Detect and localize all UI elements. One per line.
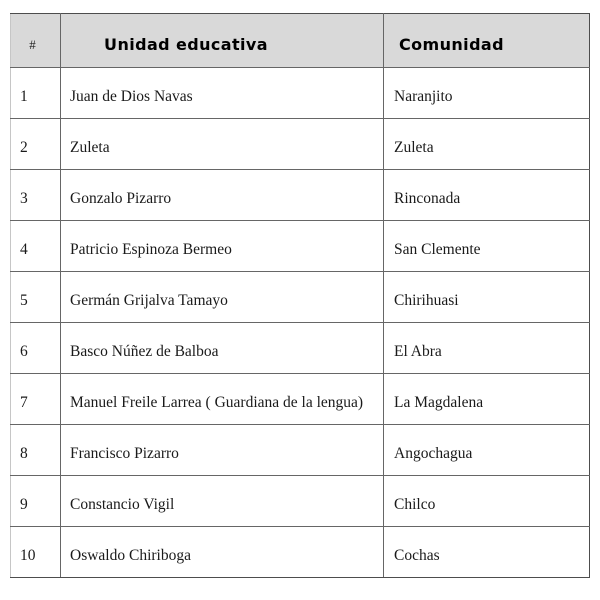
school-name: Gonzalo Pizarro [61,170,384,221]
table-row [11,476,590,527]
row-number: 7 [11,374,61,425]
table-row [11,119,590,170]
row-number: 2 [11,119,61,170]
school-name: Juan de Dios Navas [61,68,384,119]
header-cell-unidad-educativa: Unidad educativa [61,14,384,68]
community-name: Zuleta [384,119,590,170]
row-number: 4 [11,221,61,272]
community-name: El Abra [384,323,590,374]
school-name: Zuleta [61,119,384,170]
table-row [11,425,590,476]
row-number: 1 [11,68,61,119]
row-number: 6 [11,323,61,374]
row-number: 5 [11,272,61,323]
header-row [11,14,590,68]
community-name: Angochagua [384,425,590,476]
school-name: Constancio Vigil [61,476,384,527]
table-row [11,272,590,323]
community-name: Chilco [384,476,590,527]
table-row [11,323,590,374]
community-name: Cochas [384,527,590,578]
row-number: 9 [11,476,61,527]
table-header [11,14,590,68]
community-name: Rinconada [384,170,590,221]
table-row [11,527,590,578]
school-name: Germán Grijalva Tamayo [61,272,384,323]
schools-communities-table [10,13,590,578]
row-number: 8 [11,425,61,476]
school-name: Oswaldo Chiriboga [61,527,384,578]
community-name: Naranjito [384,68,590,119]
school-name: Manuel Freile Larrea ( Guardiana de la lengua) [61,374,384,425]
school-name: Patricio Espinoza Bermeo [61,221,384,272]
row-number: 3 [11,170,61,221]
table-row [11,221,590,272]
table-row [11,170,590,221]
header-cell-comunidad: Comunidad [384,14,590,68]
school-name: Basco Núñez de Balboa [61,323,384,374]
table-row [11,68,590,119]
community-name: San Clemente [384,221,590,272]
community-name: Chirihuasi [384,272,590,323]
row-number: 10 [11,527,61,578]
community-name: La Magdalena [384,374,590,425]
table-body [11,68,590,578]
school-name: Francisco Pizarro [61,425,384,476]
table-row [11,374,590,425]
header-cell-number: # [11,14,61,68]
